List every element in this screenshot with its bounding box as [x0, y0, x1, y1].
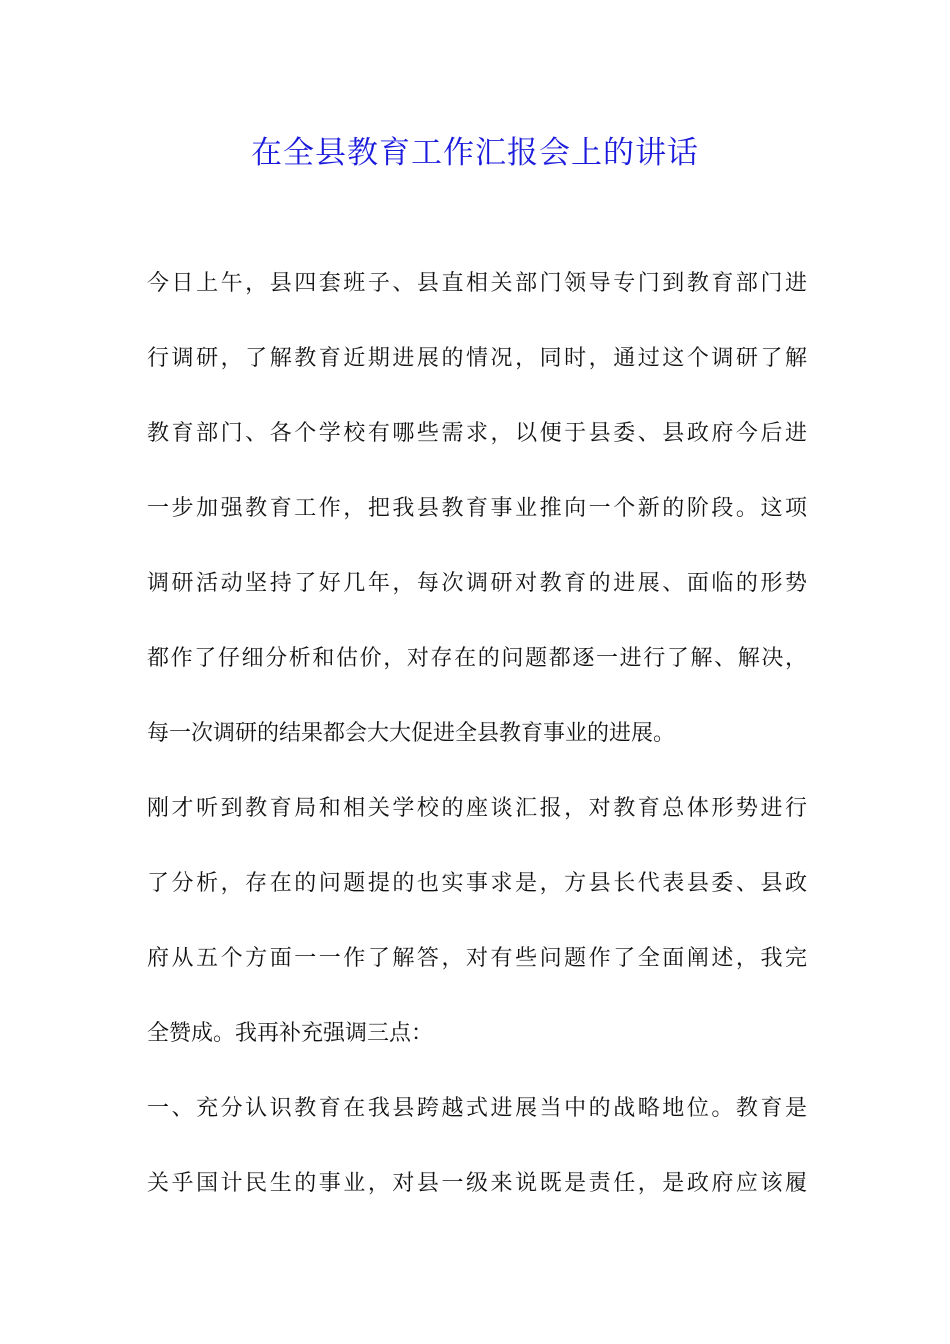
paragraph-line: 教育部门、各个学校有哪些需求，以便于县委、县政府今后进 [147, 421, 807, 446]
paragraph-line: 刚才听到教育局和相关学校的座谈汇报，对教育总体形势进行 [147, 796, 807, 821]
paragraph-line: 每一次调研的结果都会大大促进全县教育事业的进展。 [147, 721, 676, 746]
paragraph-line: 关乎国计民生的事业，对县一级来说既是责任，是政府应该履 [147, 1171, 807, 1196]
document-title: 在全县教育工作汇报会上的讲话 [251, 135, 699, 171]
paragraph-line: 一、充分认识教育在我县跨越式进展当中的战略地位。教育是 [147, 1096, 807, 1121]
paragraph-line: 一步加强教育工作，把我县教育事业推向一个新的阶段。这项 [147, 496, 807, 521]
paragraph-line: 都作了仔细分析和估价，对存在的问题都逐一进行了解、解决， [147, 646, 807, 671]
paragraph-line: 行调研，了解教育近期进展的情况，同时，通过这个调研了解 [147, 346, 807, 371]
paragraph-line: 了分析，存在的问题提的也实事求是，方县长代表县委、县政 [147, 871, 807, 896]
paragraph-line: 全赞成。我再补充强调三点： [147, 1021, 434, 1046]
paragraph-line: 今日上午，县四套班子、县直相关部门领导专门到教育部门进 [147, 271, 807, 296]
paragraph-line: 调研活动坚持了好几年，每次调研对教育的进展、面临的形势 [147, 571, 807, 596]
paragraph-line: 府从五个方面一一作了解答，对有些问题作了全面阐述，我完 [147, 946, 807, 971]
